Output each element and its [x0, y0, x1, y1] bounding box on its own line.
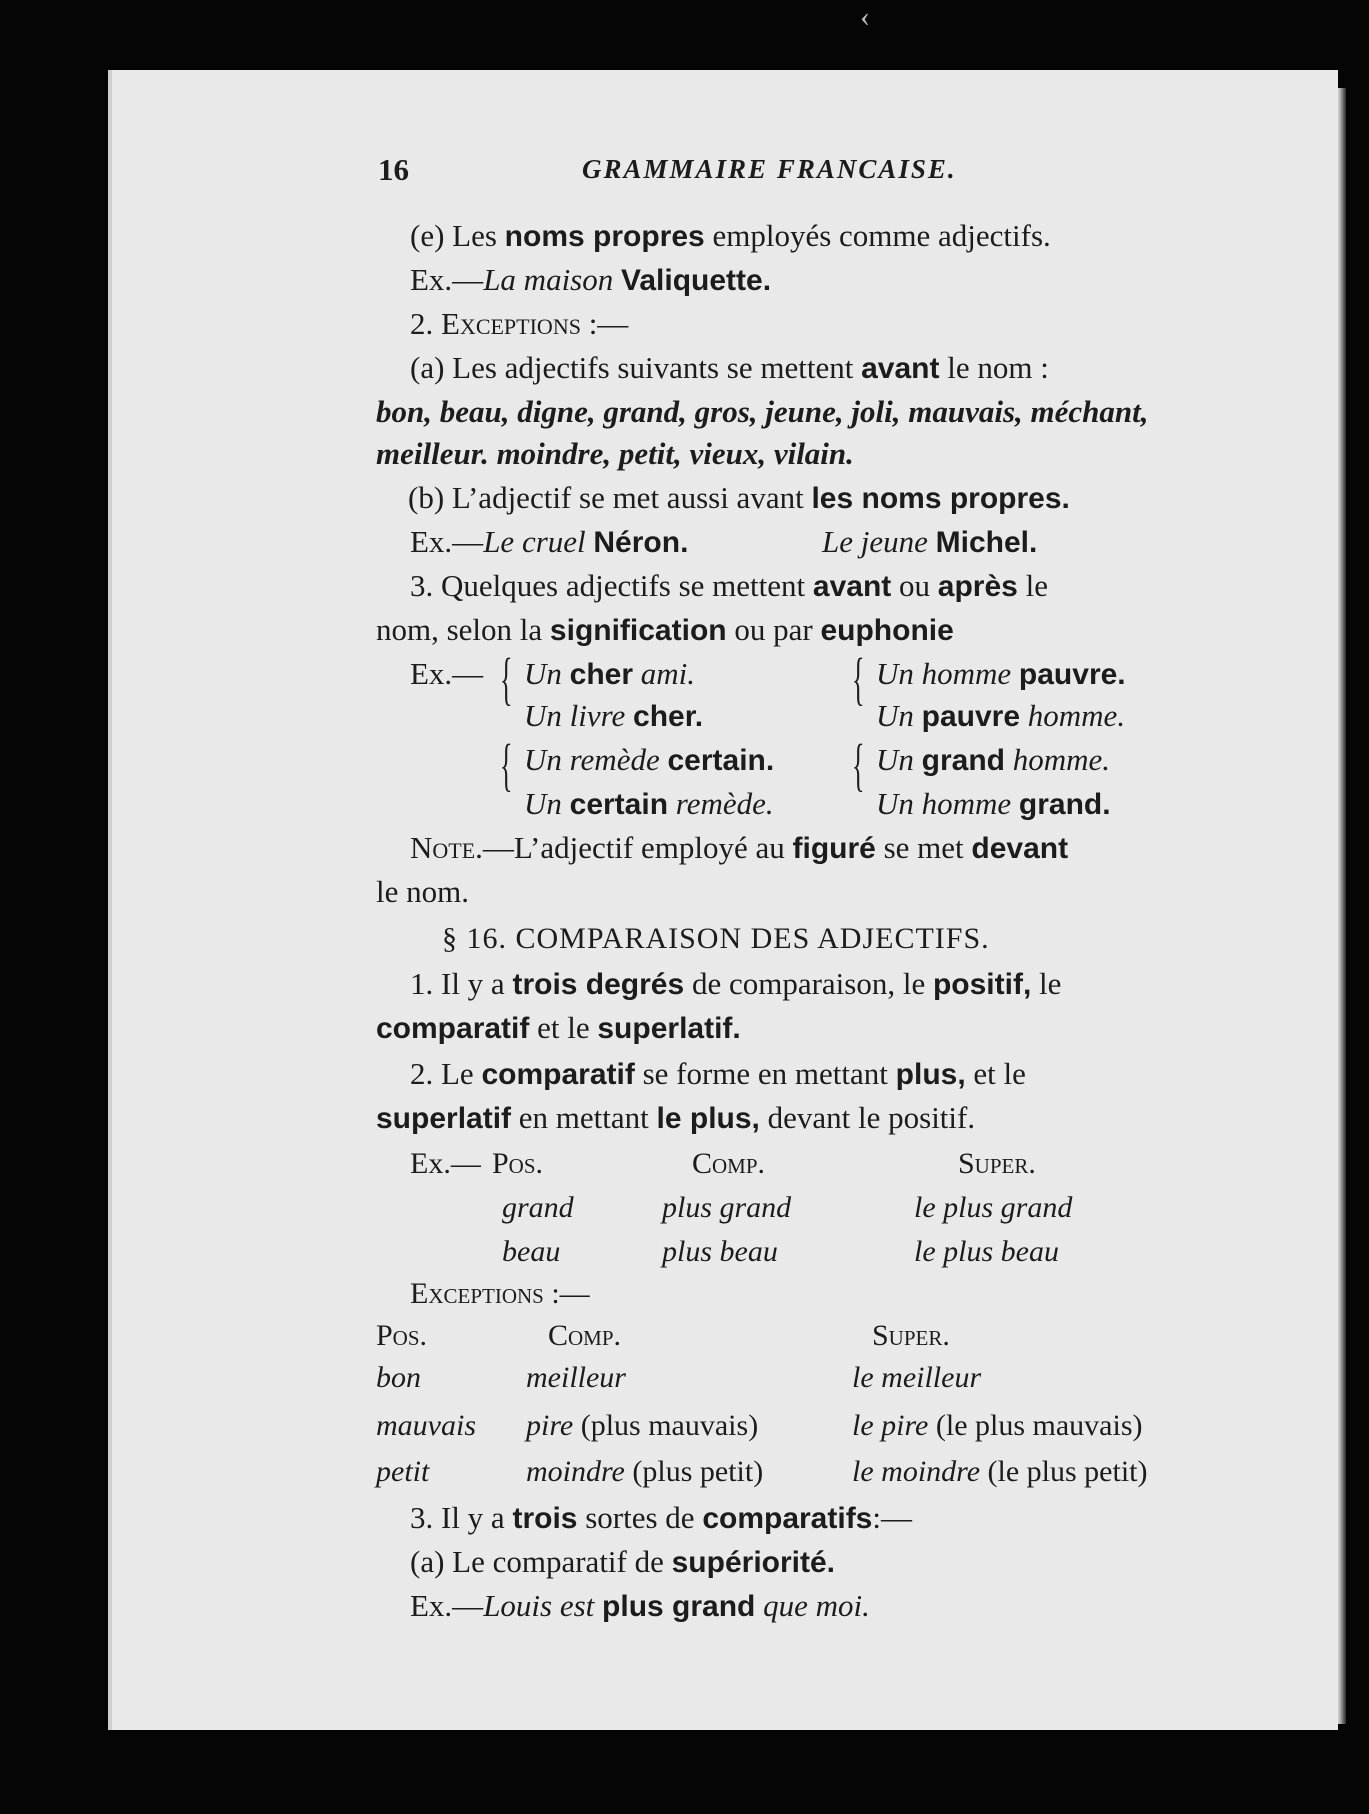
degree-header: Comp.: [692, 1147, 766, 1180]
scan-speck: ‹: [860, 0, 870, 33]
exceptions-cell: moindre (plus petit): [526, 1455, 764, 1488]
example-3-item: Un pauvre homme.: [876, 698, 1126, 733]
example-2b: Le jeune Michel.: [822, 524, 1038, 559]
brace-2: {: [500, 732, 513, 797]
exceptions-cell: le pire (le plus mauvais): [852, 1409, 1143, 1442]
exceptions-heading: 2. Exceptions :—: [410, 306, 629, 341]
example-3-item: Un certain remède.: [524, 786, 774, 821]
book-page: [108, 70, 1338, 1730]
note-line-2: le nom.: [376, 874, 469, 909]
example-3-item: Un homme pauvre.: [876, 656, 1126, 691]
example-4: Ex.—Louis est plus grand que moi.: [410, 1588, 870, 1623]
page-number: 16: [378, 152, 409, 187]
example-3-item: Un remède certain.: [524, 742, 775, 777]
section-title: § 16. COMPARAISON DES ADJECTIFS.: [442, 922, 990, 955]
example-3-item: Un homme grand.: [876, 786, 1111, 821]
exceptions-cell: le meilleur: [852, 1361, 982, 1394]
exceptions-cell: pire (plus mauvais): [526, 1409, 759, 1442]
degree-cell: grand: [502, 1191, 574, 1224]
running-header: GRAMMAIRE FRANCAISE.: [582, 154, 957, 184]
exceptions-header: Super.: [872, 1319, 950, 1352]
exceptions-cell: bon: [376, 1361, 421, 1394]
example-3-item: Un livre cher.: [524, 698, 704, 733]
comparison-rule-1: 1. Il y a trois degrés de comparaison, le positif, le: [410, 966, 1062, 1001]
example-3-label: Ex.—: [410, 656, 484, 691]
comparison-rule-2: 2. Le comparatif se forme en mettant plus, et le: [410, 1056, 1026, 1091]
adjective-list-1: bon, beau, digne, grand, gros, jeune, joli, mauvais, méchant,: [376, 394, 1149, 429]
degree-cell: le plus grand: [914, 1191, 1073, 1224]
comparison-rule-1-line-2: comparatif et le superlatif.: [376, 1010, 741, 1045]
degree-header: Super.: [958, 1147, 1036, 1180]
degree-cell: plus grand: [662, 1191, 792, 1224]
example-3-item: Un grand homme.: [876, 742, 1111, 777]
example-2: Ex.—Le cruel Néron.: [410, 524, 689, 559]
exceptions-cell: le moindre (le plus petit): [852, 1455, 1148, 1488]
comparison-rule-3: 3. Il y a trois sortes de comparatifs:—: [410, 1500, 912, 1535]
example-3-item: Un cher ami.: [524, 656, 696, 691]
exceptions-cell: meilleur: [526, 1361, 626, 1394]
comparison-rule-3a: (a) Le comparatif de supériorité.: [410, 1544, 835, 1579]
rule-3-line-1: 3. Quelques adjectifs se mettent avant ou après le: [410, 568, 1048, 603]
rule-a: (a) Les adjectifs suivants se mettent avant le nom :: [410, 350, 1049, 385]
note: Note.—L’adjectif employé au figuré se met devant: [410, 830, 1069, 865]
rule-3-line-2: nom, selon la signification ou par euphonie: [376, 612, 954, 647]
degree-header: Pos.: [492, 1147, 544, 1180]
rule-b: (b) L’adjectif se met aussi avant les noms propres.: [408, 480, 1070, 515]
degree-cell: le plus beau: [914, 1235, 1059, 1268]
comparison-rule-2-line-2: superlatif en mettant le plus, devant le positif.: [376, 1100, 976, 1135]
degree-cell: beau: [502, 1235, 561, 1268]
exceptions-cell: mauvais: [376, 1409, 476, 1442]
brace-3: {: [852, 646, 865, 711]
exceptions-cell: petit: [376, 1455, 430, 1488]
degree-example-label: Ex.—: [410, 1147, 481, 1180]
degree-cell: plus beau: [662, 1235, 778, 1268]
exceptions-header: Pos.: [376, 1319, 428, 1352]
example-1: Ex.—La maison Valiquette.: [410, 262, 772, 297]
brace-4: {: [852, 732, 865, 797]
exceptions-header: Comp.: [548, 1319, 622, 1352]
exceptions-label: Exceptions :—: [410, 1277, 590, 1310]
adjective-list-2: meilleur. moindre, petit, vieux, vilain.: [376, 436, 854, 471]
rule-e: (e) Les noms propres employés comme adjectifs.: [410, 218, 1051, 253]
brace-1: {: [500, 646, 513, 711]
